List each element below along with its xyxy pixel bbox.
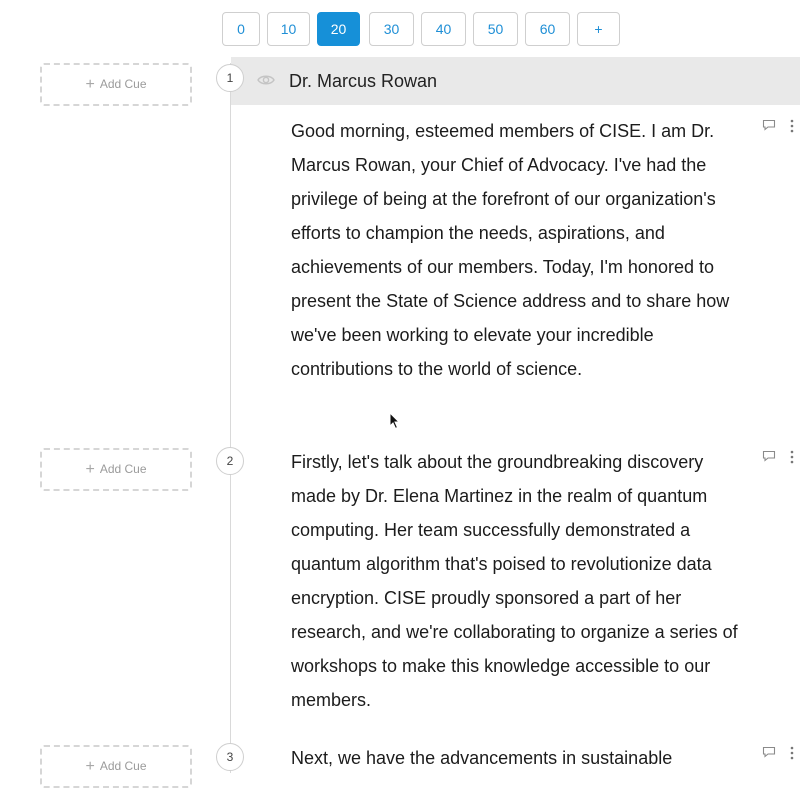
more-vertical-icon[interactable] [790,450,794,464]
timeline-line [230,63,231,773]
comment-icon[interactable] [762,450,776,462]
plus-icon: + [85,461,95,478]
add-cue-button[interactable] [40,448,192,491]
transcript-paragraph[interactable]: Firstly, let's talk about the groundbreaking discovery made by Dr. Elena Martinez in the realm of quantum computing. Her team successfully demonstrated a quantum algorithm that's poised to revolutionize data encryption. CISE proudly sponsored a part of her research, and we're collaborating to organize a series of workshops to make this knowledge accessible to our members. [291,452,738,710]
segment-number: 2 [216,447,244,475]
transcript-paragraph[interactable]: Good morning, esteemed members of CISE. I am Dr. Marcus Rowan, your Chief of Advocacy. I've had the privilege of being at the forefront of our organization's efforts to champion the needs, aspirations, and achievements of our members. Today, I'm honored to present the State of Science address and to share how we've been working to elevate your incredible contributions to the world of science. [291,121,730,379]
offset-button-60[interactable]: 60 [525,12,570,46]
speaker-row[interactable] [231,57,800,105]
comment-icon[interactable] [762,119,776,131]
offset-button-50[interactable]: 50 [473,12,518,46]
offset-button-10[interactable]: 10 [267,12,310,46]
comment-icon[interactable] [762,746,776,758]
more-vertical-icon[interactable] [790,746,794,760]
add-cue-button[interactable] [40,63,192,106]
eye-icon[interactable] [257,72,275,88]
add-cue-label: Add Cue [99,77,147,91]
plus-icon: + [85,758,95,775]
segment-number: 3 [216,743,244,771]
segment-number: 1 [216,64,244,92]
speaker-name[interactable]: Dr. Marcus Rowan [289,71,438,91]
transcript-paragraph[interactable]: Next, we have the advancements in sustainable [291,748,673,768]
offset-button-40[interactable]: 40 [421,12,466,46]
offset-button-0[interactable]: 0 [222,12,260,46]
cursor-icon [389,412,401,430]
more-vertical-icon[interactable] [790,119,794,133]
offset-button-30[interactable]: 30 [369,12,414,46]
offset-button-20[interactable]: 20 [317,12,360,46]
add-cue-label: Add Cue [99,759,147,773]
plus-icon: + [85,76,95,93]
add-offset-button[interactable]: + [577,12,620,46]
add-cue-label: Add Cue [99,462,147,476]
add-cue-button[interactable] [40,745,192,788]
